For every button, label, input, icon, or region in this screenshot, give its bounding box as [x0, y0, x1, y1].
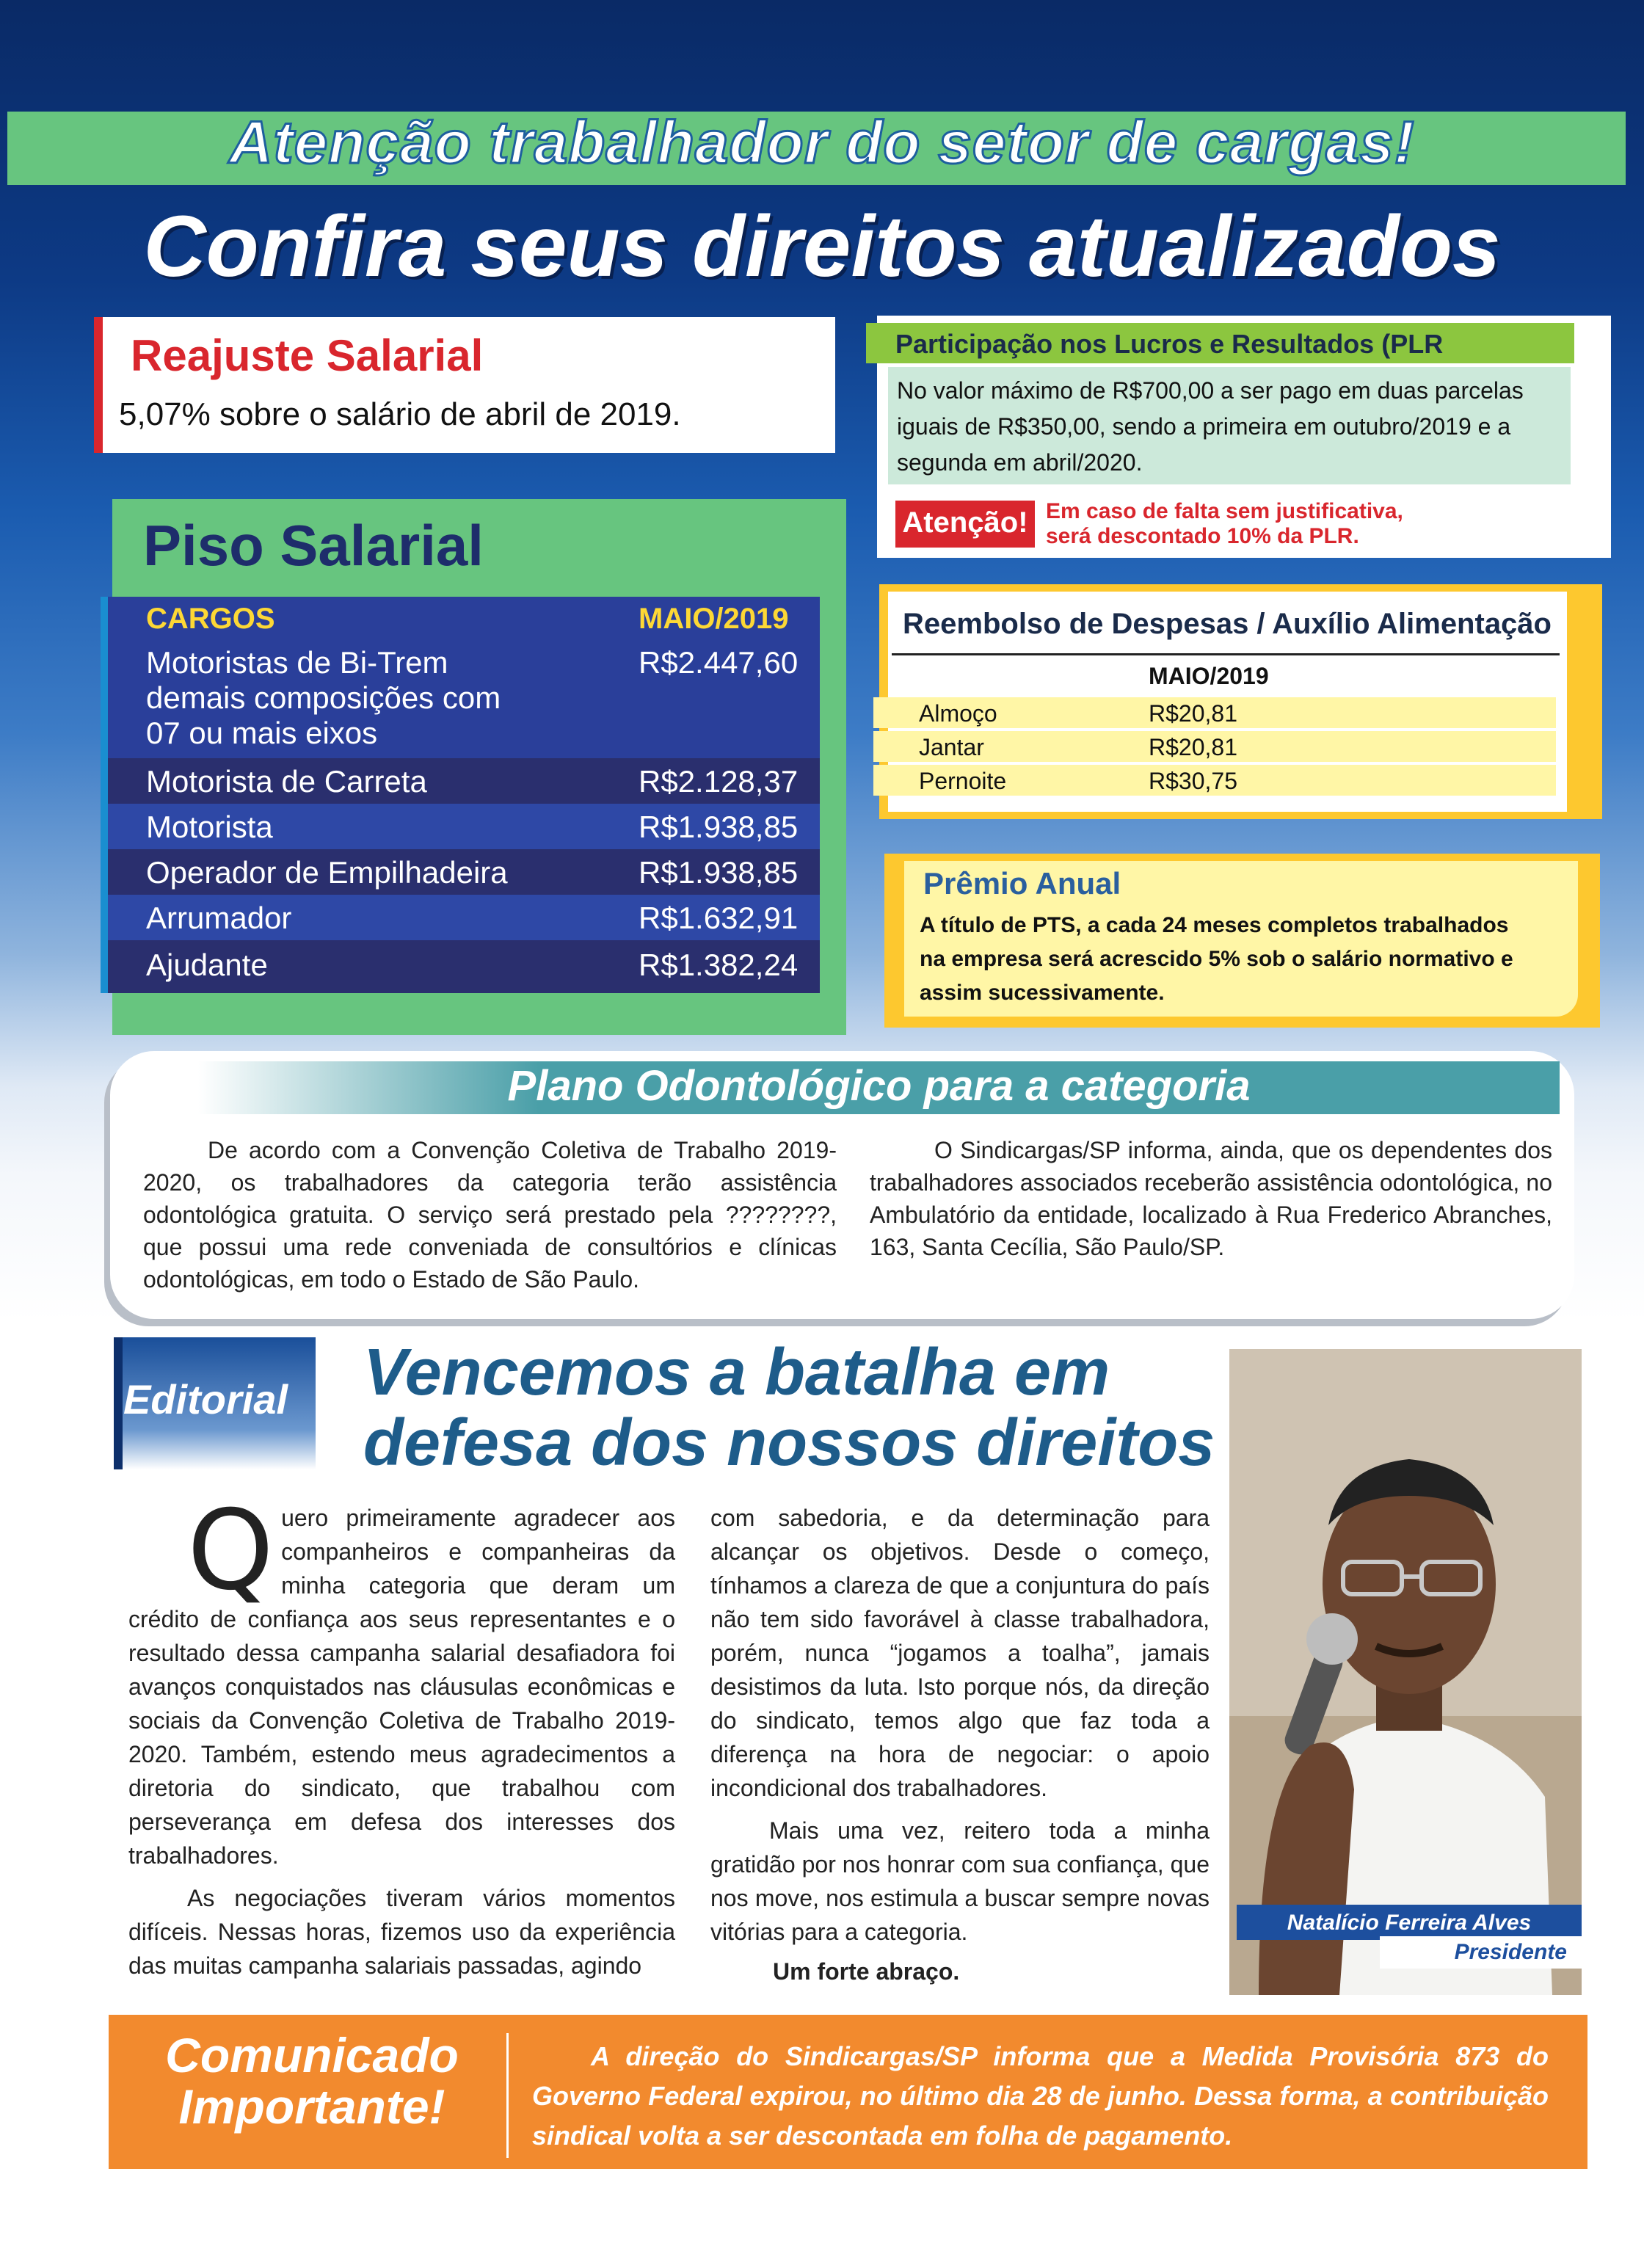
reembolso-value: R$20,81 — [1149, 734, 1237, 760]
reembolso-col: MAIO/2019 — [1149, 663, 1269, 689]
reembolso-label: Pernoite — [919, 768, 1007, 794]
plr-body — [888, 367, 1571, 484]
dropcap: Q — [187, 1487, 274, 1615]
piso-header-row — [101, 597, 820, 642]
comunicado-title-line: Comunicado — [165, 2028, 459, 2082]
piso-title: Piso Salarial — [143, 513, 484, 578]
table-row — [101, 849, 820, 895]
attention-text — [1046, 499, 1403, 549]
reembolso-title: Reembolso de Despesas / Auxílio Alimentação — [903, 608, 1552, 640]
piso-cargo: Arrumador — [146, 901, 292, 935]
reembolso-label: Almoço — [919, 700, 997, 727]
person-illustration — [1229, 1349, 1582, 1995]
table-row — [101, 895, 820, 940]
table-row — [101, 804, 820, 849]
piso-cargo: Motorista de Carreta — [146, 764, 427, 799]
table-row — [873, 765, 1556, 796]
table-row — [873, 731, 1556, 762]
piso-cargo: Motorista — [146, 810, 273, 844]
comunicado-title — [114, 2029, 510, 2132]
editorial-para: As negociações tiveram vários momentos difíceis. Nessas horas, fizemos uso da experiência das muitas campanha salariais passadas, agindo — [128, 1885, 675, 1979]
divider — [892, 653, 1560, 655]
reajuste-text: 5,07% sobre o salário de abril de 2019. — [119, 396, 681, 432]
table-row — [101, 642, 820, 756]
attention-line: Em caso de falta sem justificativa, — [1046, 499, 1403, 523]
reembolso-value: R$20,81 — [1149, 700, 1237, 727]
editorial-title-line: Vencemos a batalha em — [363, 1336, 1110, 1409]
piso-value: R$2.447,60 — [639, 645, 799, 680]
piso-value: R$1.632,91 — [639, 901, 799, 935]
odonto-title: Plano Odontológico para a categoria — [507, 1062, 1251, 1110]
person-role: Presidente — [1380, 1936, 1582, 1969]
reajuste-box — [94, 317, 835, 453]
premio-line: A título de PTS, a cada 24 meses completos trabalhados — [920, 913, 1509, 937]
table-row — [873, 697, 1556, 728]
editorial-label: Editorial — [123, 1376, 288, 1422]
piso-edge-accent — [101, 597, 108, 993]
person-name: Natalício Ferreira Alves — [1237, 1905, 1582, 1940]
piso-table — [101, 597, 820, 993]
editorial-col-2 — [710, 1501, 1210, 1988]
piso-value: R$1.382,24 — [639, 948, 799, 982]
comunicado-text: A direção do Sindicargas/SP informa que a Medida Provisória 873 do Governo Federal expirou, no último dia 28 de junho. Dessa forma, a contribuição sindical volta a ser descontada em folha de pagamento. — [532, 2041, 1549, 2151]
plr-title: Participação nos Lucros e Resultados (PLR — [866, 323, 1574, 363]
editorial-col-1 — [128, 1487, 675, 1982]
reembolso-value: R$30,75 — [1149, 768, 1237, 794]
table-row — [101, 940, 820, 993]
odonto-text-right: O Sindicargas/SP informa, ainda, que os dependentes dos trabalhadores associados receberão assistência odontológica, no Ambulatório da entidade, localizado à Rua Frederico Abranches, 163, Santa Cecília, São Paulo/SP. — [870, 1137, 1552, 1260]
cargo-line: Motoristas de Bi-Trem — [146, 645, 448, 680]
piso-cargo — [146, 645, 501, 751]
odonto-text-left: De acordo com a Convenção Coletiva de Trabalho 2019-2020, os trabalhadores da categoria terão assistência odontológica gratuita. O serviço será prestado pela ????????, que possui uma rede conveniada de consultórios e clínicas odontológicas, em todo o Estado de São Paulo. — [143, 1137, 837, 1293]
attention-line: será descontado 10% da PLR. — [1046, 524, 1359, 548]
editorial-title-line: defesa dos nossos direitos — [363, 1406, 1215, 1480]
premio-line: assim sucessivamente. — [920, 981, 1165, 1005]
premio-text — [920, 909, 1565, 1010]
cargo-line: 07 ou mais eixos — [146, 716, 378, 750]
reajuste-title: Reajuste Salarial — [131, 331, 484, 380]
editorial-para: Mais uma vez, reitero toda a minha gratidão por nos honrar com sua confiança, que nos move, nos estimula a buscar sempre novas vitórias para a categoria. — [710, 1817, 1210, 1945]
premio-line: na empresa será acrescido 5% sob o salário normativo e — [920, 947, 1513, 971]
attention-badge: Atenção! — [895, 501, 1035, 548]
premio-title: Prêmio Anual — [923, 866, 1121, 901]
header-title: Confira seus direitos atualizados — [143, 198, 1501, 295]
comunicado-title-line: Importante! — [178, 2079, 445, 2134]
piso-value: R$1.938,85 — [639, 855, 799, 890]
piso-value: R$2.128,37 — [639, 764, 799, 799]
piso-cargo: Ajudante — [146, 948, 268, 982]
divider — [506, 2033, 509, 2158]
signoff: Um forte abraço. — [773, 1958, 960, 1985]
col-maio: MAIO/2019 — [639, 603, 789, 635]
editorial-para: com sabedoria, e da determinação para alcançar os objetivos. Desde o começo, tínhamos a clareza de que a conjuntura do país não tem sido favorável à classe trabalhadora, porém, nunca “jogamos a toalha”, jamais desistimos da luta. Isto porque nós, da direção do sindicato, temos algo que faz toda a diferença na hora de negociar: o apoio incondicional dos trabalhadores. — [710, 1505, 1210, 1801]
plr-line: No valor máximo de R$700,00 a ser pago em duas parcelas — [897, 377, 1524, 404]
president-photo — [1229, 1349, 1582, 1995]
piso-cargo: Operador de Empilhadeira — [146, 855, 508, 890]
reembolso-label: Jantar — [919, 734, 984, 760]
plr-line: segunda em abril/2020. — [897, 449, 1143, 476]
header-kicker: Atenção trabalhador do setor de cargas! — [229, 109, 1415, 176]
piso-value: R$1.938,85 — [639, 810, 799, 844]
editorial-title — [363, 1337, 1215, 1478]
editorial-para: uero primeiramente agradecer aos companheiros e companheiras da minha categoria que deram um crédito de confiança aos seus representantes e o resultado dessa campanha salarial desafiadora foi avanços conquistados nas cláusulas econômicas e sociais da Convenção Coletiva de Trabalho 2019-2020. Também, estendo meus agradecimentos a diretoria do sindicato, que trabalhou com perseverança em defesa dos interesses dos trabalhadores. — [128, 1505, 675, 1869]
col-cargos: CARGOS — [146, 603, 275, 635]
cargo-line: demais composições com — [146, 680, 501, 715]
table-row — [101, 758, 820, 804]
plr-line: iguais de R$350,00, sendo a primeira em outubro/2019 e a — [897, 413, 1511, 440]
